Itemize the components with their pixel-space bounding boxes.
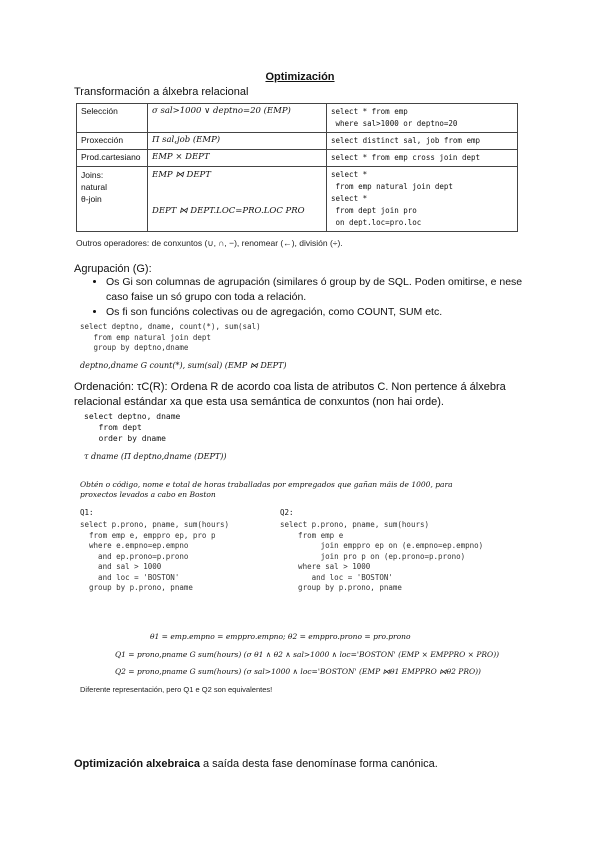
algebra-table <box>76 103 518 232</box>
ordering-expression: τ dname (Π deptno,dname (DEPT)) <box>84 452 227 461</box>
list-item: • Os fi son funcións colectivas ou de agregación, como COUNT, SUM etc. <box>106 305 546 320</box>
algebra-cell: σ sal>1000 ∨ deptno=20 (EMP) <box>148 104 327 133</box>
q1-expression: Q1 = prono,pname G sum(hours) (σ θ1 ∧ θ2 ∧ sal>1000 ∧ loc='BOSTON' (EMP × EMPPRO × PRO)) <box>115 650 500 659</box>
algebra-cell: EMP × DEPT <box>148 150 327 167</box>
ordering-sql-code: select deptno, dname from dept order by dname <box>84 412 181 443</box>
table-row <box>77 133 518 150</box>
q1-label: Q1: <box>80 508 94 517</box>
algebra-cell: EMP ⋈ DEPT DEPT ⋈ DEPT.LOC=PRO.LOC PRO <box>148 167 327 232</box>
sql-cell: select * from emp natural join dept select * from dept join pro on dept.loc=pro.loc <box>327 167 518 232</box>
theta-definitions: θ1 = emp.empno = emppro.empno; θ2 = emppro.prono = pro.prono <box>150 632 411 641</box>
sql-cell: select * from emp cross join dept <box>327 150 518 167</box>
final-bold-term: Optimización alxebraica <box>74 758 200 770</box>
table-row <box>77 150 518 167</box>
table-row <box>77 167 518 232</box>
equivalence-note: Diferente representación, pero Q1 e Q2 son equivalentes! <box>80 685 273 694</box>
op-cell: Joins: natural θ-join <box>77 167 148 232</box>
final-text: a saída desta fase denomínase forma canónica. <box>199 758 438 770</box>
table-row <box>77 104 518 133</box>
grouping-expression: deptno,dname G count(*), sum(sal) (EMP ⋈ DEPT) <box>80 361 287 370</box>
ordering-paragraph: Ordenación: τC(R): Ordena R de acordo coa lista de atributos C. Non pertence á álxebra relacional estándar xa que esta usa semántica de conxuntos (non hai orde). <box>74 381 506 408</box>
grouping-sql-code: select deptno, dname, count(*), sum(sal) from emp natural join dept group by deptno,dname <box>80 322 261 352</box>
q1-sql-code: select p.prono, pname, sum(hours) from emp e, emppro ep, pro p where e.empno=ep.empno and ep.prono=p.prono and sal > 1000 and loc = 'BOSTON' group by p.prono, pname <box>80 520 230 592</box>
q2-label: Q2: <box>280 508 294 517</box>
sql-cell: select * from emp where sal>1000 or deptno=20 <box>327 104 518 133</box>
op-cell: Proxección <box>77 133 148 150</box>
q2-expression: Q2 = prono,pname G sum(hours) (σ sal>1000 ∧ loc='BOSTON' (EMP ⋈θ1 EMPPRO ⋈θ2 PRO)) <box>115 667 481 676</box>
op-cell: Selección <box>77 104 148 133</box>
page-title: Optimización <box>265 71 335 83</box>
section-heading-relational-algebra: Transformación a álxebra relacional <box>74 86 249 98</box>
grouping-heading: Agrupación (G): <box>74 263 152 275</box>
op-cell: Prod.cartesiano <box>77 150 148 167</box>
sql-cell: select distinct sal, job from emp <box>327 133 518 150</box>
example-prompt: Obtén o código, nome e total de horas traballadas por empregados que gañan máis de 1000, para proxectos levados a cabo en Boston <box>80 480 453 499</box>
other-operators-note: Outros operadores: de conxuntos (∪, ∩, −), renomear (←), división (÷). <box>76 238 343 248</box>
q2-sql-code: select p.prono, pname, sum(hours) from emp e join emppro ep on (e.empno=ep.empno) join pro p on (ep.prono=p.prono) where sal > 1000 and loc = 'BOSTON' group by p.prono, pname <box>280 520 484 592</box>
algebra-cell: Π sal,job (EMP) <box>148 133 327 150</box>
final-paragraph <box>74 758 438 770</box>
grouping-bullet-list <box>88 275 546 320</box>
list-item: • Os Gi son columnas de agrupación (similares ó group by de SQL. Poden omitirse, e nese caso faise un só grupo con toda a relación. <box>106 275 546 305</box>
